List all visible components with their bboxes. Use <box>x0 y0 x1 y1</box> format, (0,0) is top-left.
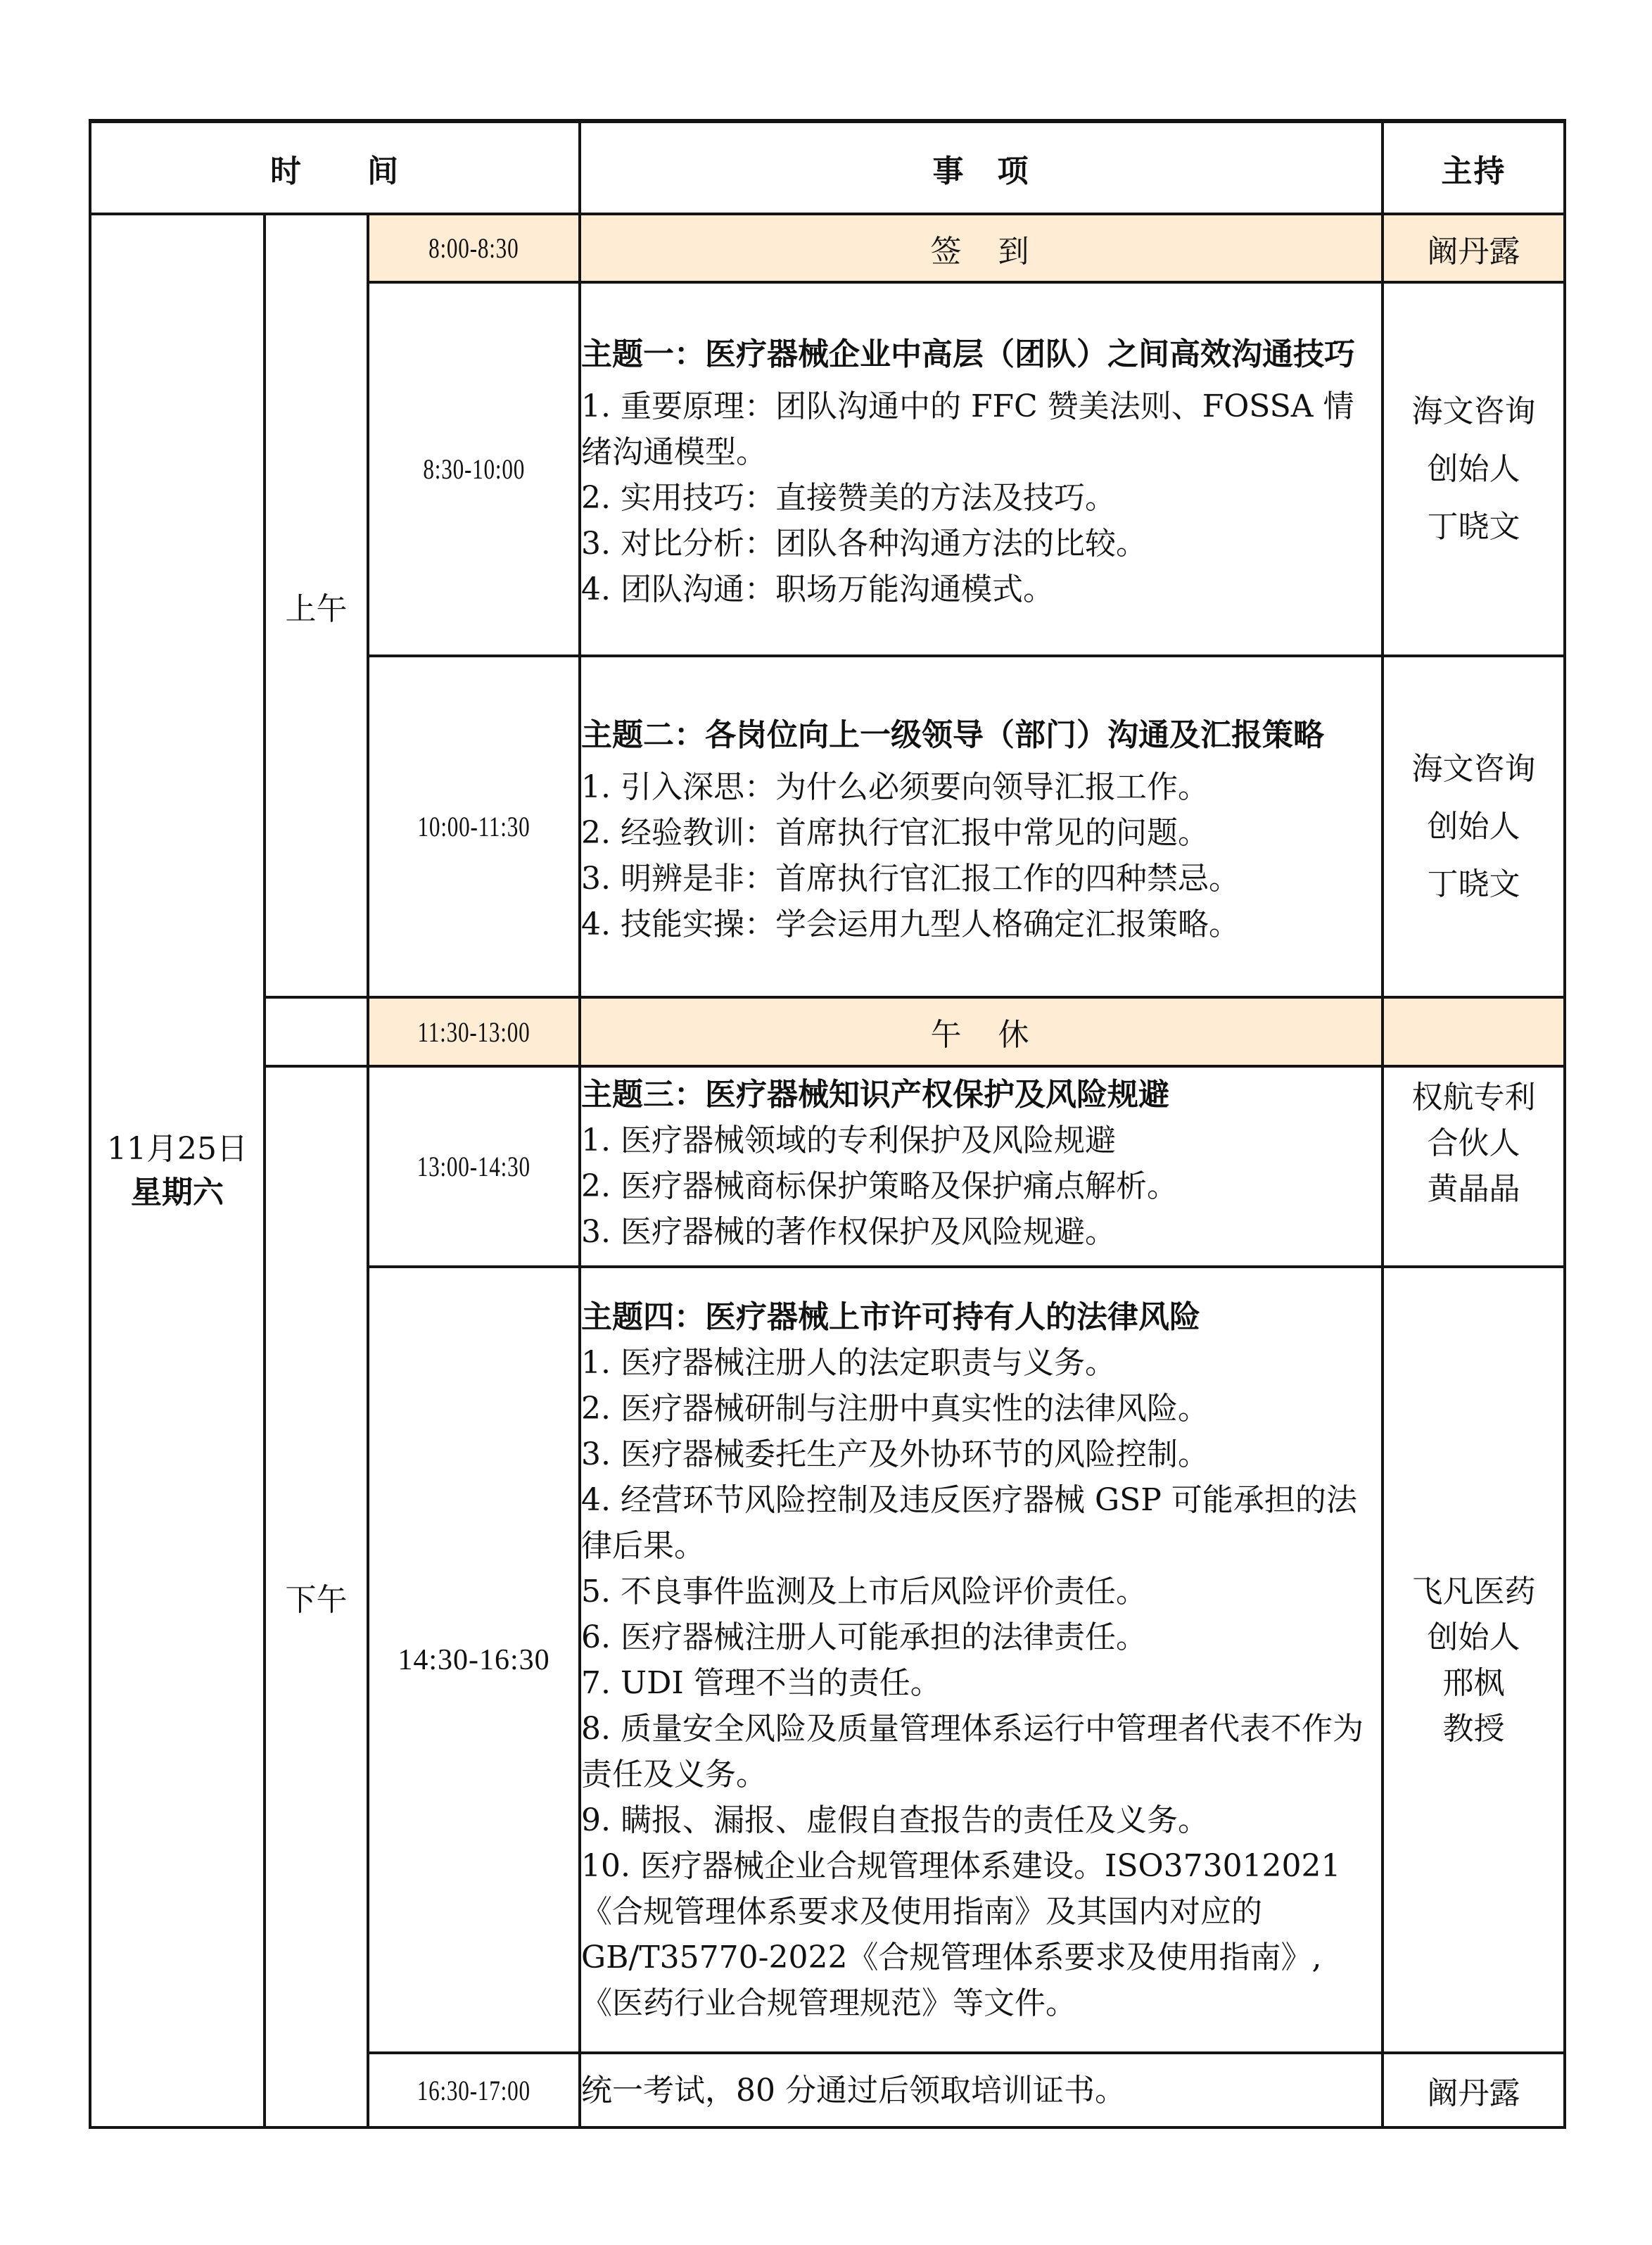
host-cell <box>1383 1267 1565 2053</box>
time-cell: 8:30-10:00 <box>368 282 580 656</box>
host-role: 创始人 <box>1427 808 1520 845</box>
host-org: 海文咨询 <box>1411 393 1536 429</box>
host-cell <box>1383 282 1565 656</box>
host-org: 飞凡医药 <box>1411 1573 1536 1610</box>
schedule-table <box>89 119 1566 2129</box>
table-row <box>90 997 1565 1066</box>
topic-point: 4. 团队沟通：职场万能沟通模式。 <box>581 571 1054 607</box>
item-cell: 统一考试，80 分通过后领取培训证书。 <box>580 2053 1383 2127</box>
table-row <box>90 214 1565 282</box>
host-name: 丁晓文 <box>1427 508 1520 545</box>
topic-point: 5. 不良事件监测及上市后风险评价责任。 <box>581 1573 1147 1610</box>
header-row <box>90 121 1565 214</box>
host-role: 创始人 <box>1427 450 1520 487</box>
topic-point: 7. UDI 管理不当的责任。 <box>581 1664 941 1701</box>
host-cell <box>1383 997 1565 1066</box>
host-cell <box>1383 1066 1565 1267</box>
topic-point: 4. 经营环节风险控制及违反医疗器械 GSP 可能承担的法律后果。 <box>581 1481 1357 1564</box>
topic-point: 1. 重要原理：团队沟通中的 FFC 赞美法则、FOSSA 情绪沟通模型。 <box>581 388 1354 470</box>
time-cell: 13:00-14:30 <box>368 1066 580 1267</box>
date-label: 11月25日 <box>107 1130 248 1167</box>
topic-point: 6. 医疗器械注册人可能承担的法律责任。 <box>581 1619 1147 1655</box>
host-cell: 阚丹露 <box>1383 2053 1565 2127</box>
topic-point: 2. 实用技巧：直接赞美的方法及技巧。 <box>581 480 1116 516</box>
time-cell: 8:00-8:30 <box>368 214 580 282</box>
topic-point: 3. 明辨是非：首席执行官汇报工作的四种禁忌。 <box>581 860 1240 897</box>
host-role: 合伙人 <box>1427 1125 1520 1161</box>
time-cell: 16:30-17:00 <box>368 2053 580 2127</box>
topic-point: 1. 医疗器械领域的专利保护及风险规避 <box>581 1122 1116 1158</box>
header-item: 事 项 <box>580 121 1383 214</box>
topic-cell <box>580 1066 1383 1267</box>
day-cell <box>90 214 265 2127</box>
topic-point: 4. 技能实操：学会运用九型人格确定汇报策略。 <box>581 906 1240 942</box>
host-cell <box>1383 656 1565 997</box>
period-morning: 上午 <box>265 214 368 997</box>
table-row <box>90 1066 1565 1267</box>
topic-point: 1. 引入深思：为什么必须要向领导汇报工作。 <box>581 769 1209 805</box>
topic-cell <box>580 656 1383 997</box>
host-role: 创始人 <box>1427 1619 1520 1655</box>
header-time: 时 间 <box>90 121 580 214</box>
topic-point: 10. 医疗器械企业合规管理体系建设。ISO373012021《合规管理体系要求及使用指南》及其国内对应的 GB/T35770-2022《合规管理体系要求及使用指南》,《医药行业合规管理规范》等文件。 <box>581 1847 1341 2021</box>
host-name: 黄晶晶 <box>1427 1171 1520 1207</box>
topic-point: 3. 对比分析：团队各种沟通方法的比较。 <box>581 526 1147 562</box>
topic-point: 2. 医疗器械研制与注册中真实性的法律风险。 <box>581 1390 1209 1427</box>
topic-point: 3. 医疗器械委托生产及外协环节的风险控制。 <box>581 1436 1209 1472</box>
topic-point: 2. 经验教训：首席执行官汇报中常见的问题。 <box>581 814 1209 851</box>
topic-point: 2. 医疗器械商标保护策略及保护痛点解析。 <box>581 1168 1178 1204</box>
host-org: 权航专利 <box>1411 1080 1536 1115</box>
topic-title: 主题三：医疗器械知识产权保护及风险规避 <box>581 1076 1170 1113</box>
topic-title: 主题二：各岗位向上一级领导（部门）沟通及汇报策略 <box>581 716 1325 753</box>
item-cell: 午 休 <box>580 997 1383 1066</box>
host-name: 丁晓文 <box>1427 866 1520 902</box>
topic-point: 8. 质量安全风险及质量管理体系运行中管理者代表不作为责任及义务。 <box>581 1710 1364 1792</box>
topic-title: 主题四：医疗器械上市许可持有人的法律风险 <box>581 1298 1201 1335</box>
topic-title: 主题一：医疗器械企业中高层（团队）之间高效沟通技巧 <box>581 336 1356 372</box>
item-cell: 签 到 <box>580 214 1383 282</box>
time-cell: 14:30-16:30 <box>368 1267 580 2053</box>
host-title: 教授 <box>1442 1710 1505 1747</box>
topic-point: 9. 瞒报、漏报、虚假自查报告的责任及义务。 <box>581 1802 1209 1838</box>
topic-cell <box>580 282 1383 656</box>
host-org: 海文咨询 <box>1411 750 1536 787</box>
topic-point: 1. 医疗器械注册人的法定职责与义务。 <box>581 1344 1116 1381</box>
host-cell: 阚丹露 <box>1383 214 1565 282</box>
header-host: 主持 <box>1383 121 1565 214</box>
period-afternoon: 下午 <box>265 1066 368 2127</box>
period-empty <box>265 997 368 1066</box>
weekday-label: 星期六 <box>131 1174 224 1210</box>
time-cell: 10:00-11:30 <box>368 656 580 997</box>
host-name: 邢枫 <box>1442 1664 1505 1701</box>
topic-cell <box>580 1267 1383 2053</box>
topic-point: 3. 医疗器械的著作权保护及风险规避。 <box>581 1213 1116 1250</box>
time-cell: 11:30-13:00 <box>368 997 580 1066</box>
